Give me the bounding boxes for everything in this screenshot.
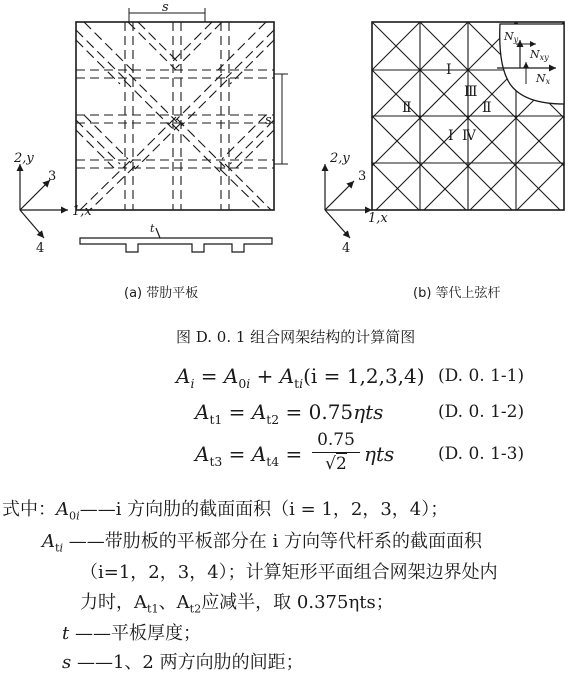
structure-figure xyxy=(0,0,575,310)
equation-2: $A_{t1} = A_{t2} = 0.75\eta ts$ xyxy=(195,400,384,427)
definition-ati-line1: ——带肋板的平板部分在 i 方向等代杆系的截面面积 xyxy=(68,531,482,552)
panel-label-i-bottom: Ⅰ xyxy=(448,128,454,144)
axis-y-label-right: 2,y xyxy=(330,151,350,166)
axis-x-label-right: 1,x xyxy=(368,211,388,226)
equation-3: $A_{t3} = A_{t4}$ = xyxy=(195,442,303,469)
caption-a: (a) 带肋平板 xyxy=(124,286,199,301)
ribbed-plate-drawing xyxy=(76,8,288,210)
equation-3-fraction xyxy=(312,430,360,474)
axes-left xyxy=(20,164,68,238)
force-nx-label: Nx xyxy=(536,72,551,86)
definition-t-text: ——平板厚度； xyxy=(74,623,201,644)
caption-b: (b) 等代上弦杆 xyxy=(413,286,501,301)
definition-ati-line2: （i=1，2，3，4）；计算矩形平面组合网架边界处内 xyxy=(80,562,498,583)
panel-label-ii-left: Ⅱ xyxy=(402,100,412,116)
equation-3-numerator: 0.75 xyxy=(317,430,355,450)
axis-x-label-left: 1,x xyxy=(72,204,92,219)
axis-4-label-left: 4 xyxy=(36,241,45,256)
equation-1-number: (D. 0. 1-1) xyxy=(438,366,525,386)
panel-label-ii-right: Ⅱ xyxy=(482,100,492,116)
axis-y-label-left: 2,y xyxy=(14,151,34,166)
definition-ati: $A_{ti}$ ——带肋板的平板部分在 i 方向等代杆系的截面面积 xyxy=(42,531,482,555)
equation-2-value: = 0.75 xyxy=(285,400,354,424)
panel-label-i-top: Ⅰ xyxy=(446,62,452,78)
force-ny-label: Ny xyxy=(504,30,519,44)
equation-3-tail: ηts xyxy=(364,442,395,466)
equation-3-denominator: √2 xyxy=(325,454,347,474)
equation-2-number: (D. 0. 1-2) xyxy=(438,402,525,422)
axis-3-label-right: 3 xyxy=(358,169,367,184)
definition-a0i: 式中：$A_{0i}——i$ 方向肋的截面面积（i = 1，2，3，4）； xyxy=(2,499,449,523)
section-t-label: t xyxy=(150,222,155,235)
axis-4-label-right: 4 xyxy=(342,241,351,256)
definition-ati-line3: 力时，$A_{t1}$、$A_{t2}$应减半，取 0.375ηts； xyxy=(80,592,394,616)
panel-label-iv: Ⅳ xyxy=(462,128,476,144)
definitions-prefix: 式中： xyxy=(2,499,56,520)
panel-label-iii: Ⅲ xyxy=(464,84,478,100)
equation-1-condition: (i = 1,2,3,4) xyxy=(303,364,425,388)
equation-1: $A_i = A_{0i} + A_{ti}(i = 1,2,3,4)$ xyxy=(176,364,425,391)
axis-3-label-left: 3 xyxy=(48,169,57,184)
definition-s-text: ——1、2 两方向肋的间距； xyxy=(76,652,304,673)
definition-t: t ——平板厚度； xyxy=(62,623,201,644)
dim-s-right: s xyxy=(265,113,272,128)
dim-s-top: s xyxy=(162,0,169,15)
definition-s: s ——1、2 两方向肋的间距； xyxy=(62,652,304,673)
plate-section xyxy=(80,228,272,252)
definition-a0i-text: ——i 方向肋的截面面积（i = 1，2，3，4）； xyxy=(79,499,449,520)
force-nxy-label: Nxy xyxy=(530,48,549,62)
figure-caption: 图 D. 0. 1 组合网架结构的计算简图 xyxy=(176,328,416,346)
equation-3-number: (D. 0. 1-3) xyxy=(438,444,525,464)
